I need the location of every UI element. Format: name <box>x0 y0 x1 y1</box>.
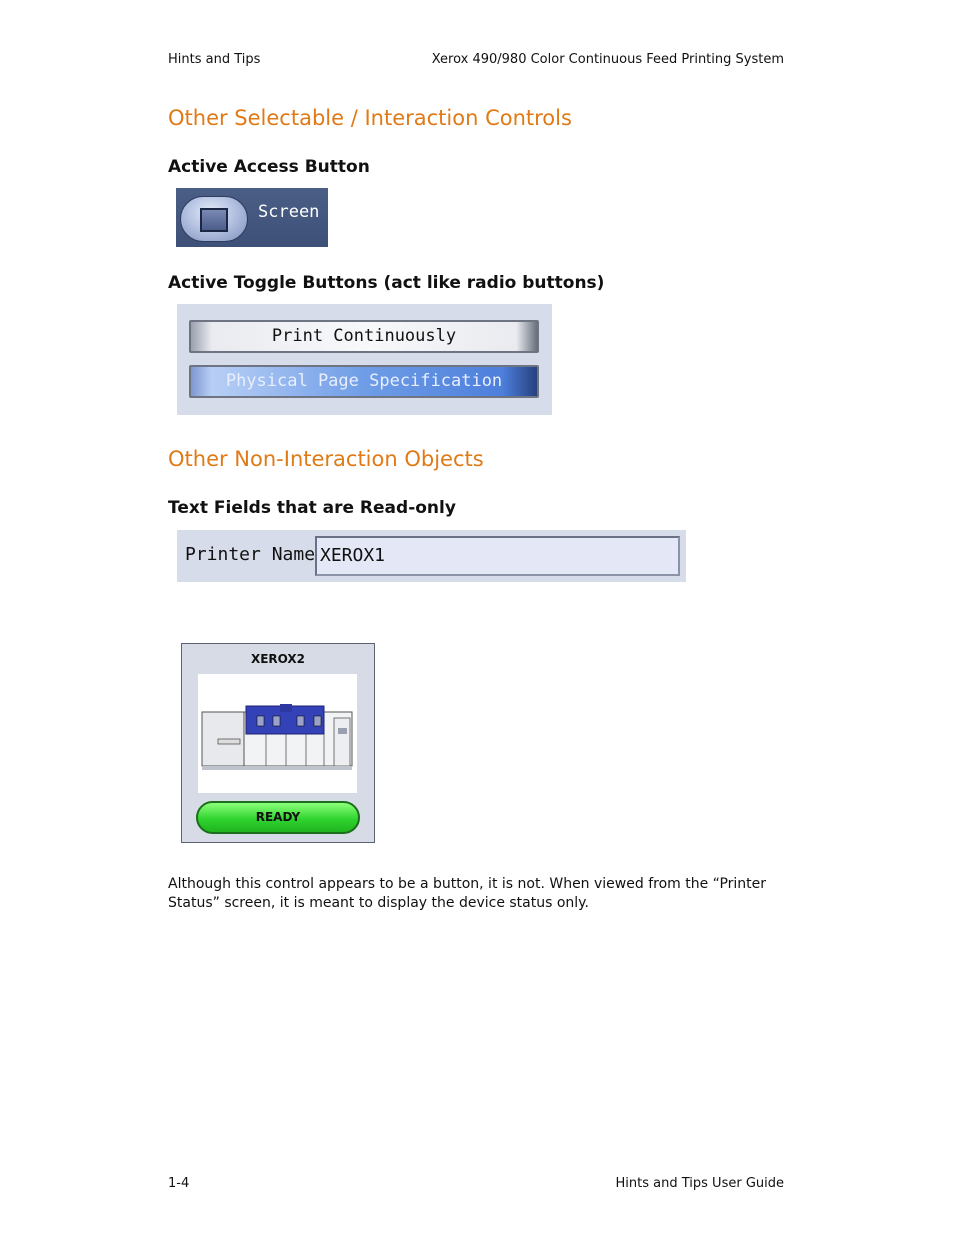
printer-status-name: XEROX2 <box>250 652 306 666</box>
section-title-interaction: Other Selectable / Interaction Controls <box>168 106 572 130</box>
heading-active-toggle: Active Toggle Buttons (act like radio buttons) <box>168 273 605 293</box>
status-tile-note: Although this control appears to be a button, it is not. When viewed from the “Printer Status” screen, it is meant to display the device status only. <box>168 876 767 911</box>
screen-button-label: Screen <box>258 202 320 222</box>
printer-name-panel <box>177 530 686 582</box>
toggle-button-panel <box>177 304 552 415</box>
printer-icon <box>198 674 357 793</box>
heading-active-access: Active Access Button <box>168 157 370 177</box>
section-title-non-interaction: Other Non-Interaction Objects <box>168 447 484 471</box>
footer-page-number: 1-4 <box>168 1176 190 1191</box>
screen-icon <box>200 208 228 232</box>
printer-image <box>198 674 357 793</box>
screen-button-panel <box>176 188 328 247</box>
printer-status-tile <box>181 643 375 843</box>
printer-status-badge: READY <box>196 801 360 834</box>
print-continuously-button[interactable]: Print Continuously <box>189 320 539 353</box>
header-right: Xerox 490/980 Color Continuous Feed Printing System <box>431 52 784 67</box>
footer-title: Hints and Tips User Guide <box>615 1176 784 1191</box>
printer-name-field: XEROX1 <box>315 536 680 576</box>
printer-name-label: Printer Name <box>185 544 316 565</box>
screen-button[interactable] <box>180 196 248 242</box>
physical-page-specification-button[interactable]: Physical Page Specification <box>189 365 539 398</box>
heading-readonly-fields: Text Fields that are Read-only <box>168 498 456 518</box>
header-left: Hints and Tips <box>168 52 261 67</box>
